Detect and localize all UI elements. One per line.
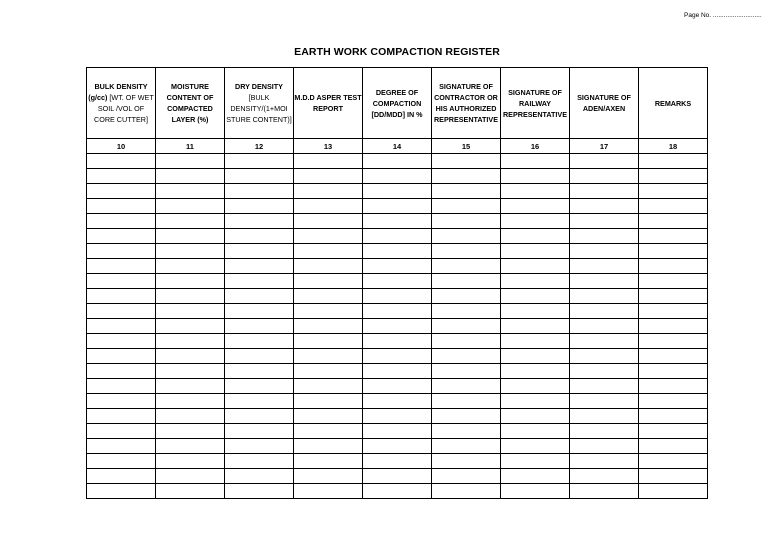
entry-cell[interactable] <box>156 229 225 244</box>
entry-cell[interactable] <box>225 259 294 274</box>
entry-cell[interactable] <box>87 334 156 349</box>
entry-cell[interactable] <box>294 274 363 289</box>
entry-cell[interactable] <box>363 349 432 364</box>
entry-cell[interactable] <box>570 304 639 319</box>
entry-rows <box>87 154 708 499</box>
entry-cell[interactable] <box>501 364 570 379</box>
entry-cell[interactable] <box>156 274 225 289</box>
entry-cell[interactable] <box>225 184 294 199</box>
entry-cell[interactable] <box>639 424 708 439</box>
entry-cell[interactable] <box>87 484 156 499</box>
entry-cell[interactable] <box>294 439 363 454</box>
col-header-contractor-signature <box>432 68 501 139</box>
entry-cell[interactable] <box>363 484 432 499</box>
col-header-aden-signature <box>570 68 639 139</box>
entry-cell[interactable] <box>363 454 432 469</box>
entry-cell[interactable] <box>570 154 639 169</box>
entry-cell[interactable] <box>501 424 570 439</box>
table-row <box>87 454 708 469</box>
col-number: 18 <box>639 139 708 154</box>
entry-cell[interactable] <box>294 469 363 484</box>
header-row <box>87 68 708 139</box>
col-header-contractor-title: SIGNATURE OF CONTRACTOR OR HIS AUTHORIZED REPRESENTATIVE <box>433 82 499 124</box>
entry-cell[interactable] <box>432 229 501 244</box>
entry-cell[interactable] <box>363 439 432 454</box>
entry-cell[interactable] <box>87 409 156 424</box>
table-row <box>87 379 708 394</box>
entry-cell[interactable] <box>432 184 501 199</box>
col-header-moisture-content <box>156 68 225 139</box>
entry-cell[interactable] <box>225 214 294 229</box>
entry-cell[interactable] <box>294 409 363 424</box>
col-number: 11 <box>156 139 225 154</box>
entry-cell[interactable] <box>225 454 294 469</box>
col-header-dry-density <box>225 68 294 139</box>
entry-cell[interactable] <box>156 349 225 364</box>
entry-cell[interactable] <box>570 379 639 394</box>
column-number-row <box>87 139 708 154</box>
entry-cell[interactable] <box>639 244 708 259</box>
entry-cell[interactable] <box>432 394 501 409</box>
entry-cell[interactable] <box>156 424 225 439</box>
entry-cell[interactable] <box>294 244 363 259</box>
col-header-bulk-density <box>87 68 156 139</box>
entry-cell[interactable] <box>639 199 708 214</box>
entry-cell[interactable] <box>294 304 363 319</box>
entry-cell[interactable] <box>87 154 156 169</box>
entry-cell[interactable] <box>570 214 639 229</box>
entry-cell[interactable] <box>363 289 432 304</box>
entry-cell[interactable] <box>570 334 639 349</box>
table-row <box>87 349 708 364</box>
entry-cell[interactable] <box>639 154 708 169</box>
entry-cell[interactable] <box>225 469 294 484</box>
table-row <box>87 439 708 454</box>
entry-cell[interactable] <box>639 454 708 469</box>
entry-cell[interactable] <box>432 484 501 499</box>
entry-cell[interactable] <box>87 349 156 364</box>
entry-cell[interactable] <box>294 154 363 169</box>
table-row <box>87 154 708 169</box>
entry-cell[interactable] <box>87 319 156 334</box>
entry-cell[interactable] <box>501 229 570 244</box>
col-number: 13 <box>294 139 363 154</box>
table-row <box>87 259 708 274</box>
entry-cell[interactable] <box>501 409 570 424</box>
entry-cell[interactable] <box>156 379 225 394</box>
entry-cell[interactable] <box>294 184 363 199</box>
table-row <box>87 364 708 379</box>
entry-cell[interactable] <box>432 244 501 259</box>
entry-cell[interactable] <box>156 364 225 379</box>
entry-cell[interactable] <box>156 439 225 454</box>
entry-cell[interactable] <box>363 169 432 184</box>
entry-cell[interactable] <box>87 439 156 454</box>
entry-cell[interactable] <box>570 439 639 454</box>
entry-cell[interactable] <box>639 379 708 394</box>
entry-cell[interactable] <box>432 214 501 229</box>
entry-cell[interactable] <box>156 289 225 304</box>
entry-cell[interactable] <box>432 334 501 349</box>
col-header-mdd-title: M.D.D ASPER TEST REPORT <box>294 93 362 113</box>
entry-cell[interactable] <box>639 184 708 199</box>
entry-cell[interactable] <box>501 184 570 199</box>
entry-cell[interactable] <box>432 439 501 454</box>
entry-cell[interactable] <box>432 304 501 319</box>
entry-cell[interactable] <box>87 469 156 484</box>
col-header-railway-signature <box>501 68 570 139</box>
entry-cell[interactable] <box>87 244 156 259</box>
entry-cell[interactable] <box>294 349 363 364</box>
entry-cell[interactable] <box>363 424 432 439</box>
entry-cell[interactable] <box>501 244 570 259</box>
table-row <box>87 289 708 304</box>
entry-cell[interactable] <box>432 169 501 184</box>
col-number: 12 <box>225 139 294 154</box>
page-number-label: Page No. ........................... <box>684 12 762 19</box>
col-number: 14 <box>363 139 432 154</box>
entry-cell[interactable] <box>225 394 294 409</box>
entry-cell[interactable] <box>501 379 570 394</box>
entry-cell[interactable] <box>225 379 294 394</box>
entry-cell[interactable] <box>294 334 363 349</box>
entry-cell[interactable] <box>363 409 432 424</box>
entry-cell[interactable] <box>501 349 570 364</box>
table-row <box>87 184 708 199</box>
entry-cell[interactable] <box>225 409 294 424</box>
entry-cell[interactable] <box>87 379 156 394</box>
entry-cell[interactable] <box>501 304 570 319</box>
entry-cell[interactable] <box>87 289 156 304</box>
entry-cell[interactable] <box>639 349 708 364</box>
entry-cell[interactable] <box>87 214 156 229</box>
entry-cell[interactable] <box>294 424 363 439</box>
entry-cell[interactable] <box>294 229 363 244</box>
entry-cell[interactable] <box>639 274 708 289</box>
entry-cell[interactable] <box>87 304 156 319</box>
entry-cell[interactable] <box>156 244 225 259</box>
entry-cell[interactable] <box>156 319 225 334</box>
entry-cell[interactable] <box>294 289 363 304</box>
entry-cell[interactable] <box>432 289 501 304</box>
entry-cell[interactable] <box>225 289 294 304</box>
table-row <box>87 169 708 184</box>
col-header-degree-of-compaction <box>363 68 432 139</box>
entry-cell[interactable] <box>570 364 639 379</box>
entry-cell[interactable] <box>294 199 363 214</box>
entry-cell[interactable] <box>294 259 363 274</box>
entry-cell[interactable] <box>570 229 639 244</box>
entry-cell[interactable] <box>363 274 432 289</box>
entry-cell[interactable] <box>225 274 294 289</box>
entry-cell[interactable] <box>432 349 501 364</box>
entry-cell[interactable] <box>156 214 225 229</box>
entry-cell[interactable] <box>639 259 708 274</box>
table-row <box>87 274 708 289</box>
col-header-remarks <box>639 68 708 139</box>
entry-cell[interactable] <box>639 484 708 499</box>
table-row <box>87 394 708 409</box>
table-row <box>87 244 708 259</box>
entry-cell[interactable] <box>639 394 708 409</box>
entry-cell[interactable] <box>225 169 294 184</box>
table-row <box>87 424 708 439</box>
entry-cell[interactable] <box>363 334 432 349</box>
entry-cell[interactable] <box>363 394 432 409</box>
entry-cell[interactable] <box>363 304 432 319</box>
entry-cell[interactable] <box>570 259 639 274</box>
entry-cell[interactable] <box>87 184 156 199</box>
entry-cell[interactable] <box>156 199 225 214</box>
entry-cell[interactable] <box>363 154 432 169</box>
entry-cell[interactable] <box>156 304 225 319</box>
entry-cell[interactable] <box>156 409 225 424</box>
entry-cell[interactable] <box>639 214 708 229</box>
entry-cell[interactable] <box>570 469 639 484</box>
entry-cell[interactable] <box>639 229 708 244</box>
entry-cell[interactable] <box>363 184 432 199</box>
col-header-bulk-density-note: [WT. OF WET SOIL /VOL OF CORE CUTTER] <box>94 93 154 124</box>
table-row <box>87 409 708 424</box>
col-number: 10 <box>87 139 156 154</box>
entry-cell[interactable] <box>363 364 432 379</box>
entry-cell[interactable] <box>432 154 501 169</box>
entry-cell[interactable] <box>570 274 639 289</box>
entry-cell[interactable] <box>294 364 363 379</box>
entry-cell[interactable] <box>639 169 708 184</box>
table-row <box>87 334 708 349</box>
col-header-bulk-density-title: BULK DENSITY (g/cc) <box>88 82 148 102</box>
entry-cell[interactable] <box>570 319 639 334</box>
col-number: 16 <box>501 139 570 154</box>
table-row <box>87 484 708 499</box>
entry-cell[interactable] <box>570 244 639 259</box>
table-row <box>87 304 708 319</box>
entry-cell[interactable] <box>501 439 570 454</box>
entry-cell[interactable] <box>156 394 225 409</box>
entry-cell[interactable] <box>225 334 294 349</box>
entry-cell[interactable] <box>225 319 294 334</box>
entry-cell[interactable] <box>363 214 432 229</box>
entry-cell[interactable] <box>156 184 225 199</box>
entry-cell[interactable] <box>225 154 294 169</box>
entry-cell[interactable] <box>156 469 225 484</box>
col-header-moisture-content-title: MOISTURE CONTENT OF COMPACTED LAYER (%) <box>166 82 214 124</box>
entry-cell[interactable] <box>225 199 294 214</box>
entry-cell[interactable] <box>501 394 570 409</box>
entry-cell[interactable] <box>432 409 501 424</box>
entry-cell[interactable] <box>501 289 570 304</box>
entry-cell[interactable] <box>432 454 501 469</box>
entry-cell[interactable] <box>294 484 363 499</box>
table-row <box>87 229 708 244</box>
entry-cell[interactable] <box>639 319 708 334</box>
col-header-dry-density-note: [BULK DENSITY/(1+MOI STURE CONTENT)] <box>226 93 292 124</box>
entry-cell[interactable] <box>156 454 225 469</box>
col-header-dry-density-title: DRY DENSITY <box>235 82 283 91</box>
entry-cell[interactable] <box>363 469 432 484</box>
entry-cell[interactable] <box>432 319 501 334</box>
entry-cell[interactable] <box>501 259 570 274</box>
col-header-aden-title: SIGNATURE OF ADEN/AXEN <box>577 93 631 113</box>
entry-cell[interactable] <box>87 454 156 469</box>
entry-cell[interactable] <box>432 469 501 484</box>
col-header-railway-title: SIGNATURE OF RAILWAY REPRESENTATIVE <box>502 87 568 119</box>
entry-cell[interactable] <box>294 319 363 334</box>
entry-cell[interactable] <box>225 424 294 439</box>
entry-cell[interactable] <box>432 364 501 379</box>
entry-cell[interactable] <box>294 454 363 469</box>
entry-cell[interactable] <box>156 154 225 169</box>
entry-cell[interactable] <box>87 259 156 274</box>
entry-cell[interactable] <box>639 334 708 349</box>
entry-cell[interactable] <box>432 199 501 214</box>
page-title: EARTH WORK COMPACTION REGISTER <box>294 46 500 58</box>
compaction-register-table <box>86 67 708 499</box>
entry-cell[interactable] <box>570 289 639 304</box>
entry-cell[interactable] <box>225 304 294 319</box>
entry-cell[interactable] <box>432 274 501 289</box>
entry-cell[interactable] <box>501 214 570 229</box>
entry-cell[interactable] <box>87 394 156 409</box>
entry-cell[interactable] <box>87 364 156 379</box>
col-header-degree-title: DEGREE OF COMPACTION [DD/MDD] IN % <box>371 87 423 119</box>
entry-cell[interactable] <box>501 454 570 469</box>
entry-cell[interactable] <box>225 484 294 499</box>
entry-cell[interactable] <box>570 409 639 424</box>
entry-cell[interactable] <box>639 304 708 319</box>
entry-cell[interactable] <box>570 349 639 364</box>
entry-cell[interactable] <box>639 439 708 454</box>
entry-cell[interactable] <box>570 184 639 199</box>
entry-cell[interactable] <box>87 229 156 244</box>
entry-cell[interactable] <box>570 394 639 409</box>
col-header-remarks-title: REMARKS <box>654 98 692 108</box>
entry-cell[interactable] <box>639 469 708 484</box>
entry-cell[interactable] <box>363 259 432 274</box>
entry-cell[interactable] <box>639 364 708 379</box>
table-row <box>87 319 708 334</box>
entry-cell[interactable] <box>501 319 570 334</box>
entry-cell[interactable] <box>570 454 639 469</box>
entry-cell[interactable] <box>570 199 639 214</box>
entry-cell[interactable] <box>432 259 501 274</box>
entry-cell[interactable] <box>570 484 639 499</box>
table-row <box>87 214 708 229</box>
entry-cell[interactable] <box>363 244 432 259</box>
entry-cell[interactable] <box>87 169 156 184</box>
entry-cell[interactable] <box>501 169 570 184</box>
entry-cell[interactable] <box>570 424 639 439</box>
entry-cell[interactable] <box>156 169 225 184</box>
col-header-mdd <box>294 68 363 139</box>
entry-cell[interactable] <box>363 319 432 334</box>
entry-cell[interactable] <box>363 379 432 394</box>
table-row <box>87 469 708 484</box>
entry-cell[interactable] <box>363 229 432 244</box>
entry-cell[interactable] <box>225 244 294 259</box>
entry-cell[interactable] <box>432 379 501 394</box>
entry-cell[interactable] <box>225 364 294 379</box>
entry-cell[interactable] <box>294 394 363 409</box>
entry-cell[interactable] <box>87 424 156 439</box>
col-number: 17 <box>570 139 639 154</box>
entry-cell[interactable] <box>501 274 570 289</box>
entry-cell[interactable] <box>294 169 363 184</box>
entry-cell[interactable] <box>363 199 432 214</box>
entry-cell[interactable] <box>501 154 570 169</box>
entry-cell[interactable] <box>294 214 363 229</box>
entry-cell[interactable] <box>501 334 570 349</box>
entry-cell[interactable] <box>156 484 225 499</box>
entry-cell[interactable] <box>432 424 501 439</box>
entry-cell[interactable] <box>225 229 294 244</box>
entry-cell[interactable] <box>156 334 225 349</box>
col-number: 15 <box>432 139 501 154</box>
entry-cell[interactable] <box>501 469 570 484</box>
entry-cell[interactable] <box>501 484 570 499</box>
entry-cell[interactable] <box>639 289 708 304</box>
entry-cell[interactable] <box>87 274 156 289</box>
table-row <box>87 199 708 214</box>
entry-cell[interactable] <box>294 379 363 394</box>
entry-cell[interactable] <box>570 169 639 184</box>
entry-cell[interactable] <box>87 199 156 214</box>
entry-cell[interactable] <box>156 259 225 274</box>
entry-cell[interactable] <box>225 439 294 454</box>
entry-cell[interactable] <box>501 199 570 214</box>
entry-cell[interactable] <box>639 409 708 424</box>
entry-cell[interactable] <box>225 349 294 364</box>
